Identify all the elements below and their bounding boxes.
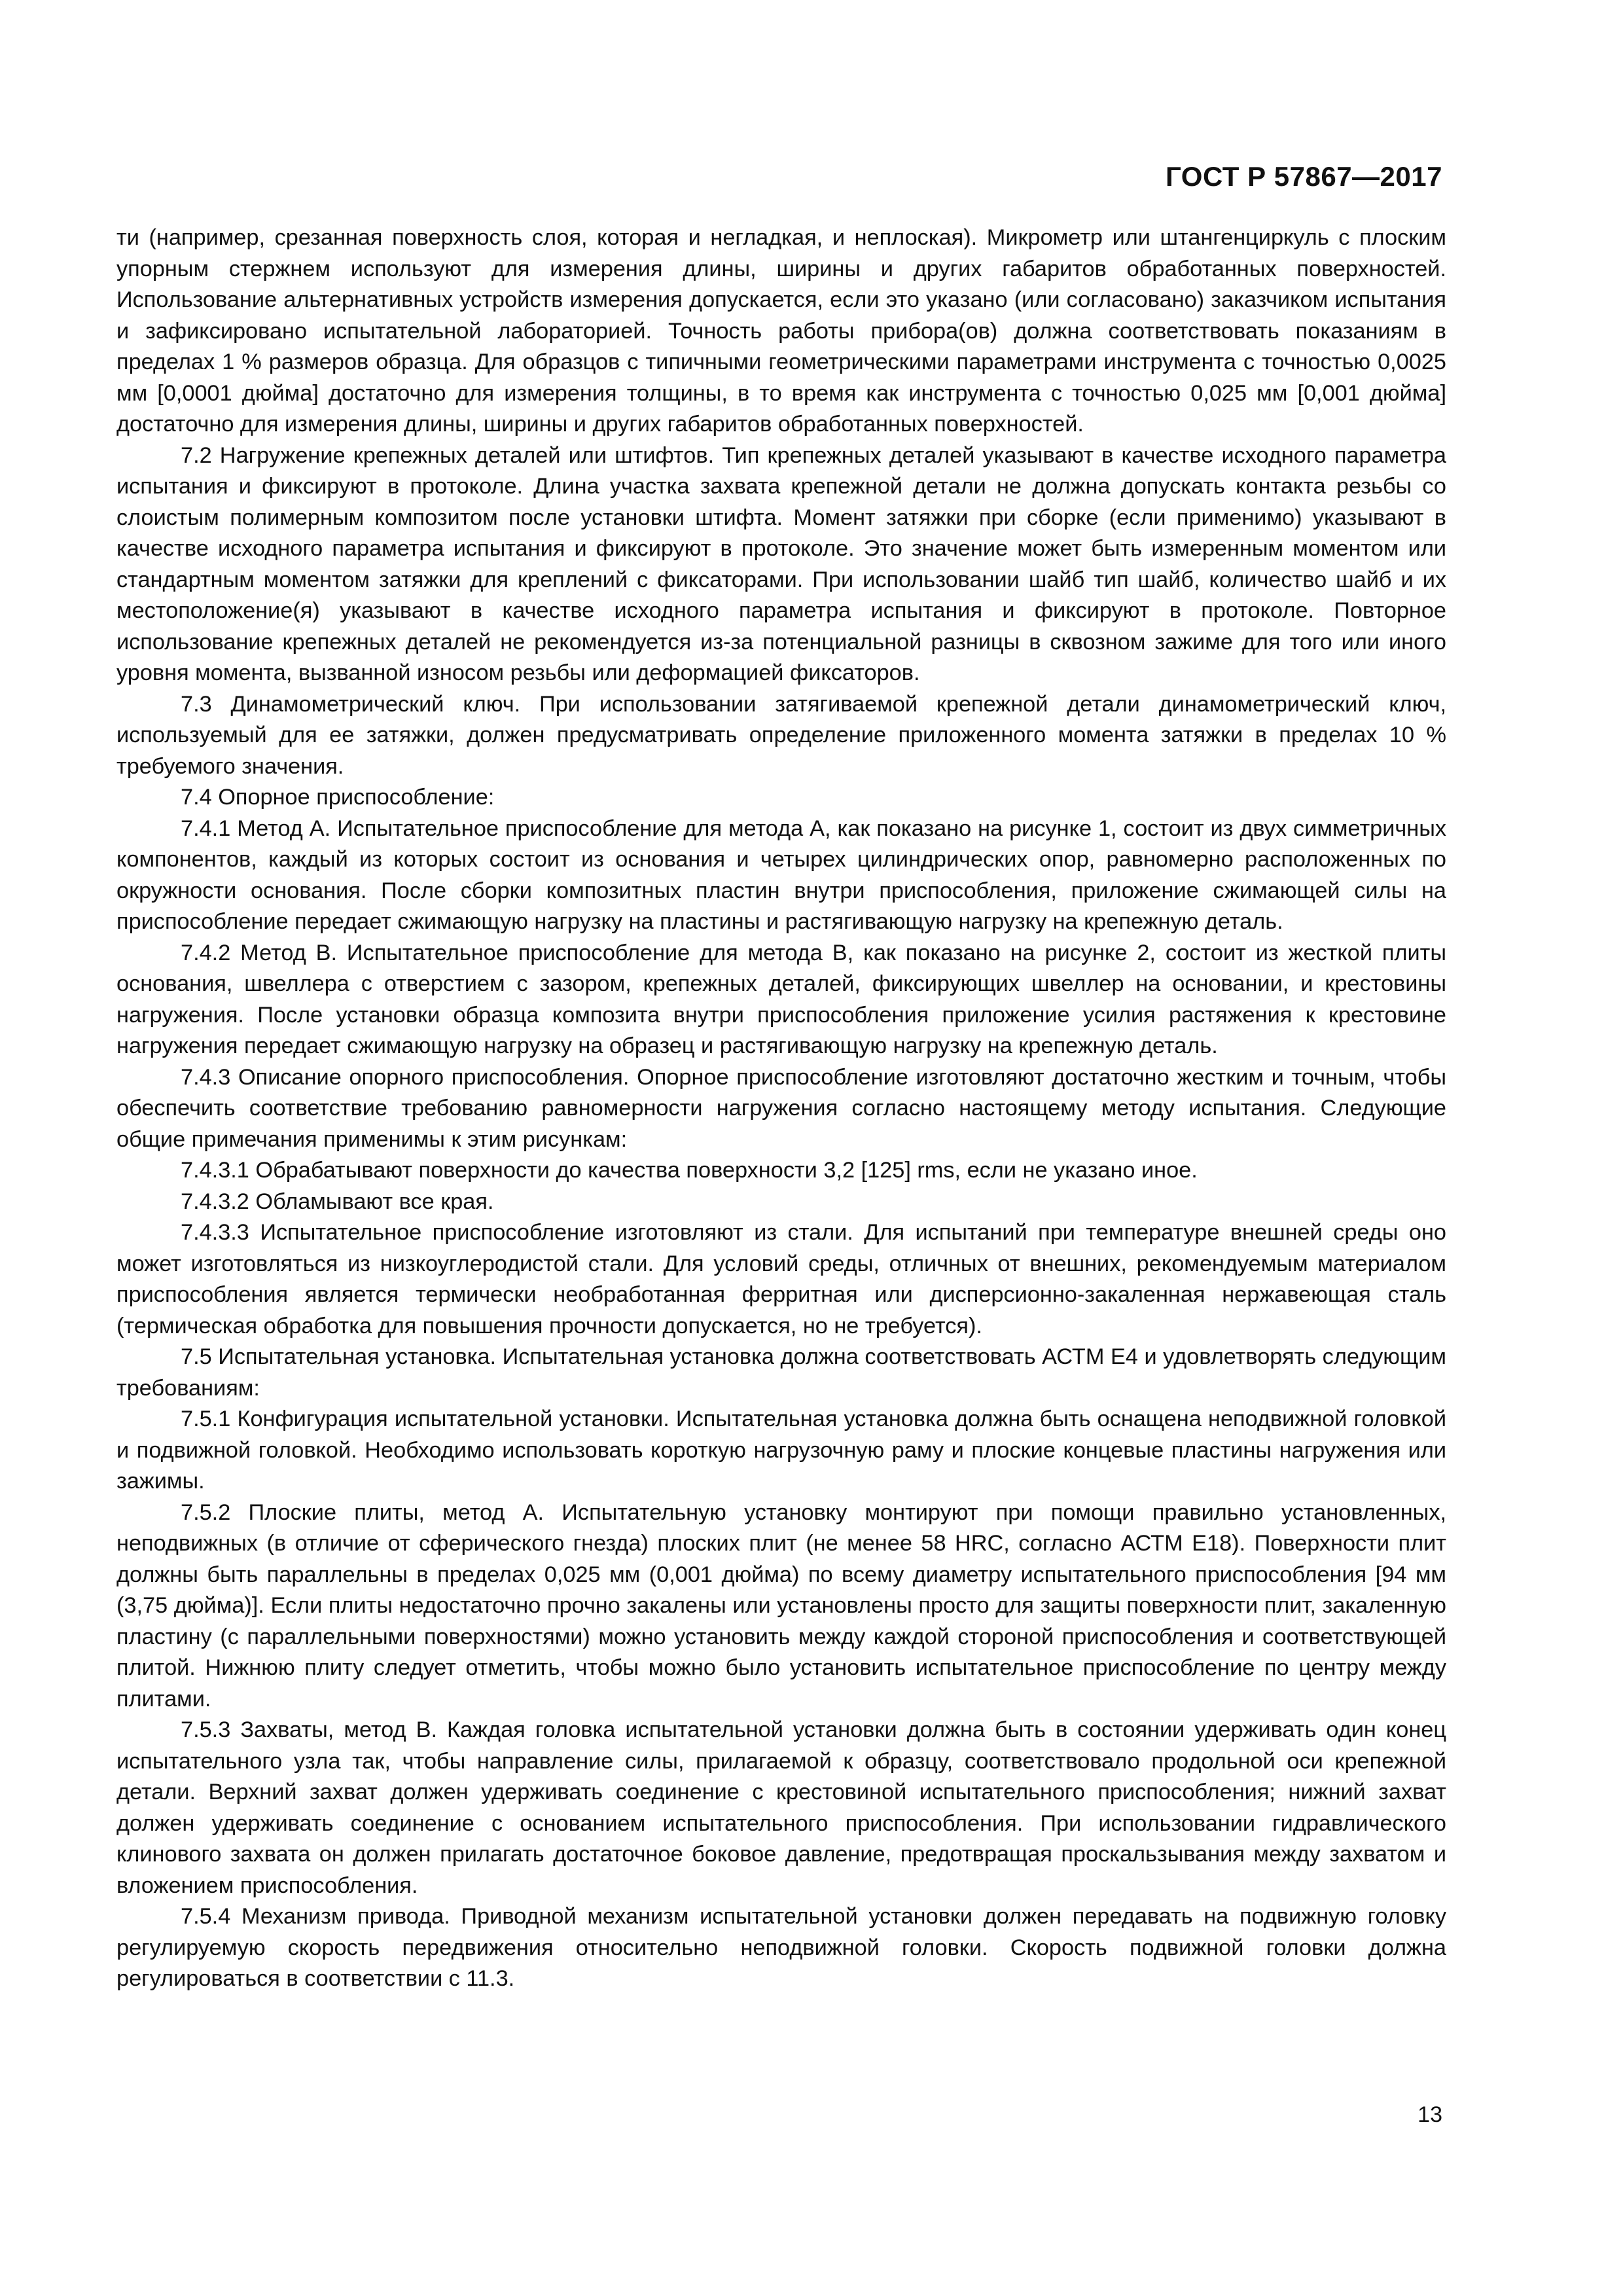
paragraph-7-5-1: 7.5.1 Конфигурация испытательной установки. Испытательная установка должна быть оснащена неподвижной головкой и подвижной головкой. Необходимо использовать короткую нагрузочную раму и плоские концевые пластины нагружения или зажимы. [116,1407,1446,1494]
paragraph-continuation: ти (например, срезанная поверхность слоя, которая и негладкая, и неплоская). Микрометр или штангенциркуль с плоским упорным стержнем используют для измерения длины, ширины и других габаритов обработанных поверхностей. Использование альтернативных устройств измерения допускается, если это указано (или согласовано) заказчиком испытания и зафиксировано испытательной лабораторией. Точность работы прибора(ов) должна соответствовать показаниям в пределах 1 % размеров образца. Для образцов с типичными геометрическими параметрами инструмента с точностью 0,0025 мм [0,0001 дюйма] достаточно для измерения толщины, в то время как инструмента с точностью 0,025 мм [0,001 дюйма] достаточно для измерения длины, ширины и других габаритов обработанных поверхностей. [116,225,1446,437]
paragraph-7-3: 7.3 Динамометрический ключ. При использовании затягиваемой крепежной детали динамометрический ключ, используемый для ее затяжки, должен предусматривать определение приложенного момента затяжки в пределах 10 % требуемого значения. [116,691,1446,779]
paragraph-7-5-3: 7.5.3 Захваты, метод В. Каждая головка испытательной установки должна быть в состоянии удерживать один конец испытательного узла так, чтобы направление силы, прилагаемой к образцу, соответствовало продольной оси крепежной детали. Верхний захват должен удерживать соединение с крестовиной испытательного приспособления; нижний захват должен удерживать соединение с основанием испытательного приспособления. При использовании гидравлического клинового захвата он должен прилагать достаточное боковое давление, предотвращая проскальзывания между захватом и вложением приспособления. [116,1717,1446,1898]
document-header: ГОСТ Р 57867—2017 [1166,161,1442,192]
paragraph-7-5-2: 7.5.2 Плоские плиты, метод А. Испытательную установку монтируют при помощи правильно установленных, неподвижных (в отличие от сферического гнезда) плоских плит (не менее 58 HRC, согласно АСТМ Е18). Поверхности плит должны быть параллельны в пределах 0,025 мм (0,001 дюйма) по всему диаметру испытательного приспособления [94 мм (3,75 дюйма)]. Если плиты недостаточно прочно закалены или установлены просто для защиты поверхности плит, закаленную пластину (с параллельными поверхностями) можно установить между каждой стороной приспособления и соответствующей плитой. Нижнюю плиту следует отметить, чтобы можно было установить испытательное приспособление по центру между плитами. [116,1499,1446,1712]
paragraph-7-4-3-2: 7.4.3.2 Обламывают все края. [181,1189,494,1214]
paragraph-7-4: 7.4 Опорное приспособление: [181,785,495,810]
paragraph-7-5-4: 7.5.4 Механизм привода. Приводной механизм испытательной установки должен передавать на подвижную головку регулируемую скорость передвижения относительно неподвижной головки. Скорость подвижной головки должна регулироваться в соответствии с 11.3. [116,1904,1446,1991]
paragraph-7-4-3-3: 7.4.3.3 Испытательное приспособление изготовляют из стали. Для испытаний при температуре внешней среды оно может изготовляться из низкоуглеродистой стали. Для условий среды, отличных от внешних, рекомендуемым материалом приспособления является термически необработанная ферритная или дисперсионно-закаленная нержавеющая сталь (термическая обработка для повышения прочности допускается, но не требуется). [116,1220,1446,1338]
page-number: 13 [1418,2102,1442,2127]
paragraph-7-2: 7.2 Нагружение крепежных деталей или штифтов. Тип крепежных деталей указывают в качестве исходного параметра испытания и фиксируют в протоколе. Длина участка захвата крепежной детали не должна допускать контакта резьбы со слоистым полимерным композитом после установки штифта. Момент затяжки при сборке (если применимо) указывают в качестве исходного параметра испытания и фиксируют в протоколе. Это значение может быть измеренным моментом или стандартным моментом затяжки для креплений с фиксаторами. При использовании шайб тип шайб, количество шайб и их местоположение(я) указывают в качестве исходного параметра испытания и фиксируют в протоколе. Повторное использование крепежных деталей не рекомендуется из-за потенциальной разницы в сквозном зажиме для того или иного уровня момента, вызванной износом резьбы или деформацией фиксаторов. [116,442,1446,685]
paragraph-7-4-1: 7.4.1 Метод А. Испытательное приспособление для метода А, как показано на рисунке 1, состоит из двух симметричных компонентов, каждый из которых состоит из основания и четырех цилиндрических опор, равномерно расположенных по окружности основания. После сборки композитных пластин внутри приспособления, приложение сжимающей силы на приспособление передает сжимающую нагрузку на пластины и растягивающую нагрузку на крепежную деталь. [116,816,1446,934]
document-body [116,223,1446,1995]
paragraph-7-4-3-1: 7.4.3.1 Обрабатывают поверхности до качества поверхности 3,2 [125] rms, если не указано иное. [181,1158,1198,1183]
paragraph-7-4-3: 7.4.3 Описание опорного приспособления. Опорное приспособление изготовляют достаточно жестким и точным, чтобы обеспечить соответствие требованию равномерности нагружения согласно настоящему методу испытания. Следующие общие примечания применимы к этим рисункам: [116,1064,1446,1152]
paragraph-7-5: 7.5 Испытательная установка. Испытательная установка должна соответствовать АСТМ Е4 и удовлетворять следующим требованиям: [116,1344,1446,1401]
paragraph-7-4-2: 7.4.2 Метод В. Испытательное приспособление для метода В, как показано на рисунке 2, состоит из жесткой плиты основания, швеллера с отверстием с зазором, крепежных деталей, фиксирующих швеллер на основании, и крестовины нагружения. После установки образца композита внутри приспособления приложение усилия растяжения к крестовине нагружения передает сжимающую нагрузку на образец и растягивающую нагрузку на крепежную деталь. [116,940,1446,1058]
